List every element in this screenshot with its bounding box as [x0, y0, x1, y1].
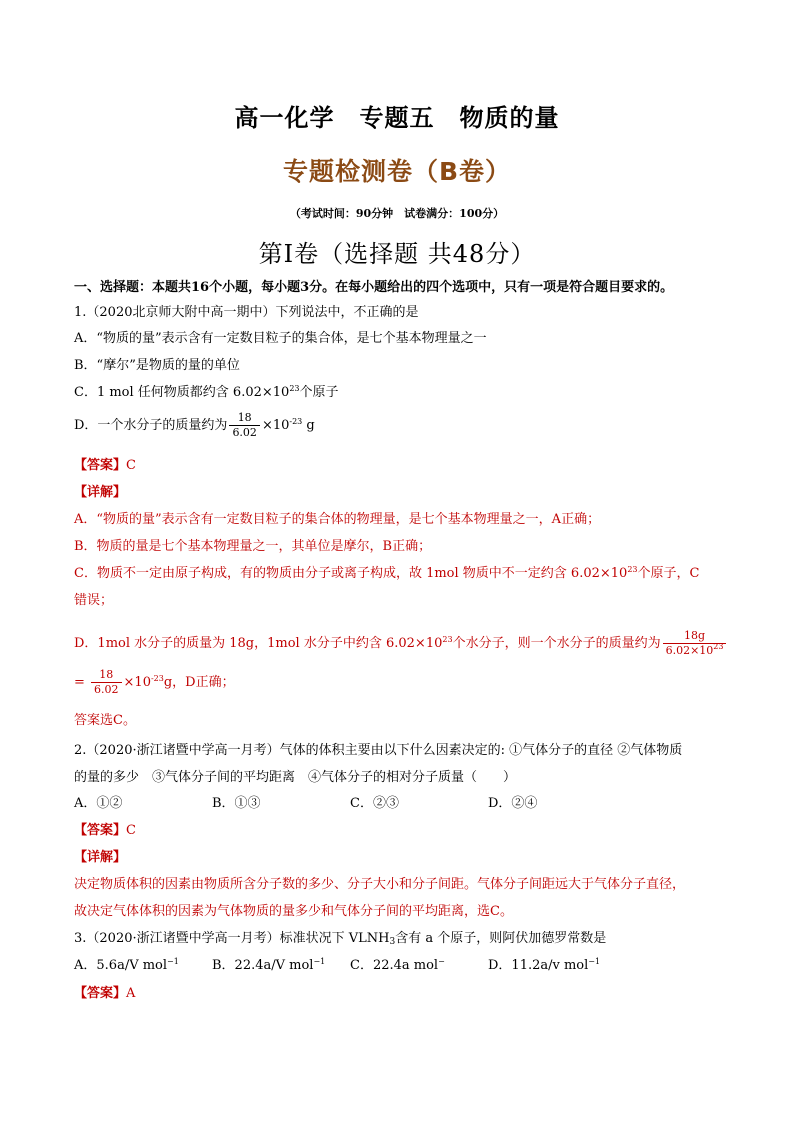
q1-option-c-tail: 个原子 — [299, 385, 339, 400]
q1-conclusion: 答案选C。 — [74, 713, 136, 728]
q1-explain-a: A．“物质的量”表示含有一定数目粒子的集合体的物理量，是七个基本物理量之一，A正确； — [74, 512, 601, 527]
q1-explain-c — [74, 565, 699, 583]
q3-answer — [74, 985, 135, 1003]
q1-option-c-exp: 23 — [289, 384, 300, 393]
q2-explain-line2: 故决定气体体积的因素为气体物质的量多少和气体分子间的平均距离，选C。 — [74, 904, 513, 919]
q1-option-d-power: ×10 — [261, 418, 290, 433]
q3-stem — [74, 930, 606, 948]
section-intro: 一、选择题：本题共16个小题，每小题3分。在每小题给出的四个选项中，只有一项是符合题目要求的。 — [74, 280, 674, 295]
q2-stem-line1: 2.（2020·浙江诸暨中学高一月考）气体的体积主要由以下什么因素决定的: ①气体分子的直径 ②气体物质 — [74, 743, 683, 758]
q1-answer-value: C — [126, 458, 136, 473]
q1-explain-d — [74, 629, 728, 658]
q1-explain-d-exp: 23 — [442, 635, 453, 644]
q1-option-d-text: D．一个水分子的质量约为 — [74, 418, 228, 433]
q3-stem-tail: 含有 a 个原子，则阿伏加德罗常数是 — [395, 931, 607, 946]
q1-option-d-exp: -23 — [289, 417, 303, 426]
q2-option-d: D．②④ — [488, 796, 538, 811]
q1-option-c-text: C．1 mol 任何物质都约含 6.02×10 — [74, 385, 290, 400]
q3-option-b-exp: −1 — [313, 957, 326, 966]
fraction-numerator: 18 — [229, 411, 260, 426]
page-title: 高一化学 专题五 物质的量 — [234, 104, 560, 132]
fraction-denominator-exp: 23 — [713, 642, 724, 651]
q1-explain-c-tail: 个原子，C — [637, 566, 700, 581]
q3-option-b-text: B．22.4a/V mol — [212, 958, 314, 973]
q3-options — [74, 957, 600, 975]
q1-explain-d2-end: g，D正确； — [163, 675, 235, 690]
q1-explain-d-mid: 个水分子，则一个水分子的质量约为 — [452, 636, 661, 651]
q1-explain-c-exp: 23 — [627, 565, 638, 574]
fraction-numerator: 18g — [663, 629, 727, 644]
q1-explain-b: B．物质的量是七个基本物理量之一，其单位是摩尔，B正确； — [74, 539, 432, 554]
q1-explain-d2-fraction — [91, 668, 122, 697]
part-heading: 第Ⅰ卷（选择题 共48分） — [258, 240, 536, 268]
answer-tag: 【答案】 — [74, 823, 127, 838]
q1-answer — [74, 457, 136, 475]
q3-option-d-text: D．11.2a/v mol — [488, 958, 589, 973]
equals-sign: = — [74, 675, 90, 690]
q1-explain-d2-exp: -23 — [150, 674, 164, 683]
q1-explain-d-text: D．1mol 水分子的质量为 18g，1mol 水分子中约含 6.02×10 — [74, 636, 443, 651]
q3-option-a-text: A．5.6a/V mol — [74, 958, 168, 973]
q1-explain-d-fraction — [663, 629, 727, 658]
q3-option-c — [350, 957, 488, 975]
fraction-numerator: 18 — [91, 668, 122, 683]
q1-option-d — [74, 411, 315, 440]
q1-explain-c-line2: 错误； — [74, 593, 114, 608]
q3-answer-value: A — [126, 986, 136, 1001]
q2-detail-tag: 【详解】 — [74, 850, 127, 865]
q2-option-b: B．①③ — [212, 796, 261, 811]
q2-stem-line2: 的量的多少 ③气体分子间的平均距离 ④气体分子的相对分子质量（ ） — [74, 770, 517, 785]
q1-stem: 1.（2020北京师大附中高一期中）下列说法中，不正确的是 — [74, 305, 419, 320]
q3-stem-text: 3.（2020·浙江诸暨中学高一月考）标准状况下 VLNH — [74, 931, 390, 946]
q3-option-c-text: C．22.4a mol — [350, 958, 439, 973]
q1-option-c — [74, 384, 339, 402]
q1-explain-d2-power: ×10 — [123, 675, 151, 690]
q2-answer — [74, 822, 136, 840]
q2-option-c: C．②③ — [350, 796, 399, 811]
answer-tag: 【答案】 — [74, 458, 127, 473]
q3-option-d — [488, 957, 600, 975]
q3-option-c-exp: − — [438, 957, 445, 966]
answer-tag: 【答案】 — [74, 986, 127, 1001]
fraction-denominator — [663, 644, 727, 658]
q2-explain-line1: 决定物质体积的因素由物质所含分子数的多少、分子大小和分子间距。气体分子间距远大于气体分子直径， — [74, 877, 686, 892]
q3-stem-sub: 3 — [389, 937, 396, 947]
q1-explain-c-text: C．物质不一定由原子构成，有的物质由分子或离子构成，故 1mol 物质中不一定约含 6.02×10 — [74, 566, 628, 581]
q1-option-b: B．“摩尔”是物质的量的单位 — [74, 358, 240, 373]
exam-time-note: （考试时间：90分钟 试卷满分：100分） — [289, 207, 505, 220]
q1-option-d-fraction — [229, 411, 260, 440]
page-subtitle: 专题检测卷（B卷） — [282, 157, 512, 186]
fraction-denominator: 6.02 — [232, 426, 257, 439]
q2-answer-value: C — [126, 823, 136, 838]
q1-option-d-unit: g — [302, 418, 315, 433]
q3-option-b — [212, 957, 350, 975]
q2-option-a: A．①② — [74, 796, 123, 811]
fraction-denominator-base: 6.02×10 — [665, 644, 714, 657]
q3-option-d-exp: −1 — [588, 957, 601, 966]
fraction-denominator: 6.02 — [94, 683, 119, 696]
q1-detail-tag: 【详解】 — [74, 485, 127, 500]
q3-option-a-exp: −1 — [167, 957, 179, 966]
q3-option-a — [74, 957, 212, 975]
q2-options — [74, 795, 537, 813]
q1-explain-d-line2 — [74, 668, 235, 697]
q1-option-a: A．“物质的量”表示含有一定数目粒子的集合体，是七个基本物理量之一 — [74, 331, 487, 346]
